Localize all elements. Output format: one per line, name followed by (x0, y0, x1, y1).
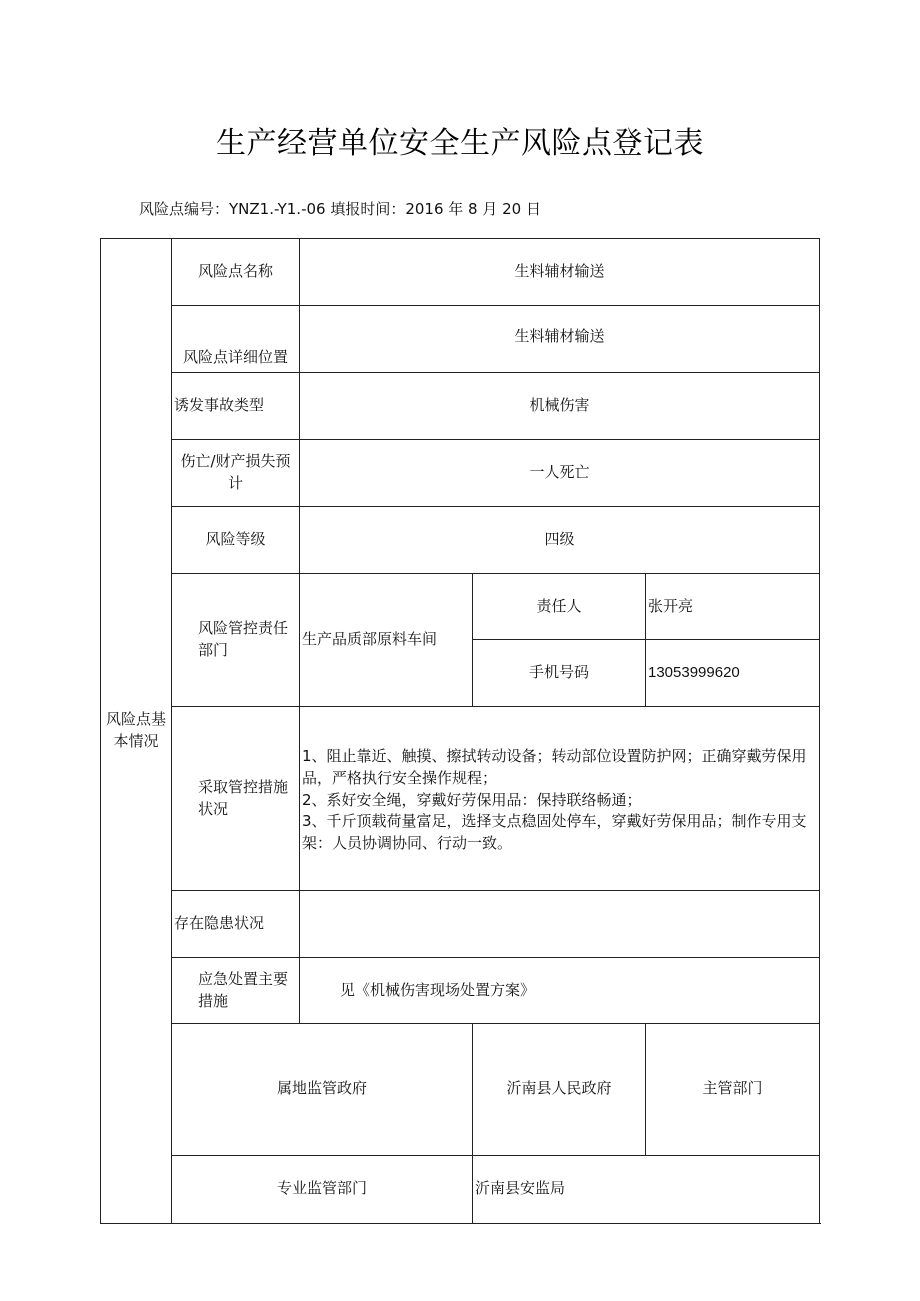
label-accident-type: 诱发事故类型 (172, 373, 300, 440)
value-loss: 一人死亡 (300, 440, 820, 507)
label-measures: 采取管控措施状况 (172, 707, 300, 891)
label-location: 风险点详细位置 (172, 306, 300, 373)
page-title: 生产经营单位安全生产风险点登记表 (216, 126, 704, 161)
table-row (101, 306, 820, 373)
value-location: 生料辅材输送 (300, 306, 820, 373)
value-dept: 生产品质部原料车间 (300, 574, 473, 707)
value-local-gov: 沂南县人民政府 (473, 1024, 646, 1156)
risk-register-table (100, 238, 820, 1224)
measure-item: 1、阻止靠近、触摸、擦拭转动设备；转动部位设置防护网；正确穿戴劳保用品，严格执行安全操作规程； (302, 747, 807, 787)
table-row (101, 574, 820, 640)
label-level: 风险等级 (172, 507, 300, 574)
label-dept: 风险管控责任部门 (172, 574, 300, 707)
table-row (101, 239, 820, 306)
label-person: 责任人 (473, 574, 646, 640)
value-person: 张开亮 (646, 574, 820, 640)
table-row (101, 707, 820, 891)
value-measures (300, 707, 820, 891)
value-hazard (300, 891, 820, 958)
section-label: 风险点基本情况 (101, 239, 172, 1224)
value-accident-type: 机械伤害 (300, 373, 820, 440)
table-row (101, 1024, 820, 1156)
table-row (101, 1155, 820, 1223)
value-name: 生料辅材输送 (300, 239, 820, 306)
form-meta: 风险点编号：YNZ1.-Y1.-06 填报时间：2016 年 8 月 20 日 (139, 200, 541, 218)
measure-item: 3、千斤顶载荷量富足，选择支点稳固处停车，穿戴好劳保用品；制作专用支架：人员协调协同、行动一致。 (302, 812, 807, 853)
label-local-gov: 属地监管政府 (172, 1024, 473, 1156)
value-phone: 13053999620 (646, 640, 820, 707)
value-professional-dept: 沂南县安监局 (473, 1155, 820, 1223)
table-row (101, 958, 820, 1024)
table-row (101, 507, 820, 574)
table-row (101, 891, 820, 958)
measure-item: 2、系好安全绳，穿戴好劳保用品：保持联络畅通； (302, 790, 642, 809)
label-emergency: 应急处置主要措施 (172, 958, 300, 1024)
label-name: 风险点名称 (172, 239, 300, 306)
label-competent-dept: 主管部门 (646, 1024, 820, 1156)
label-hazard: 存在隐患状况 (172, 891, 300, 958)
value-emergency: 见《机械伤害现场处置方案》 (300, 958, 820, 1024)
label-professional-dept: 专业监管部门 (172, 1155, 473, 1223)
value-level: 四级 (300, 507, 820, 574)
label-phone: 手机号码 (473, 640, 646, 707)
label-loss: 伤亡/财产损失预计 (172, 440, 300, 507)
table-row (101, 373, 820, 440)
table-row (101, 440, 820, 507)
